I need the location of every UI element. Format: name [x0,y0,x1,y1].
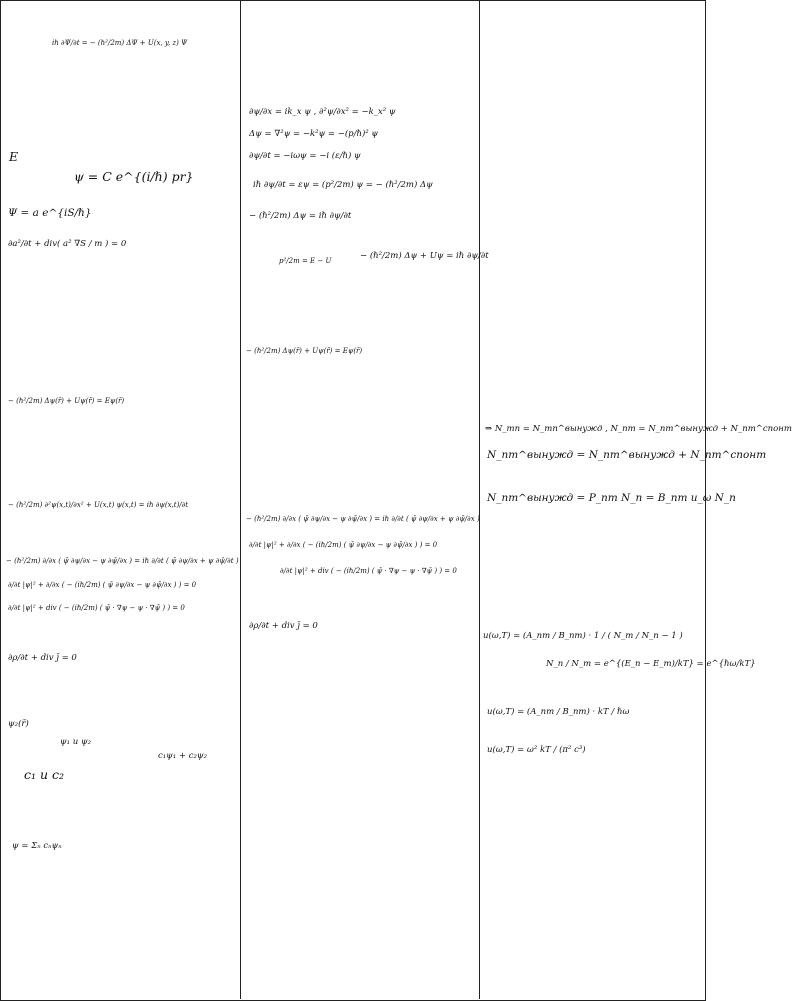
schrodinger-time-equation: iℏ ∂Ψ/∂t = − (ℏ²/2m) ΔΨ + U(x, y, z) Ψ [52,39,188,47]
transition-sum: N_nm^вынужд = N_nm^вынужд + N_nm^спонт [487,449,767,461]
c1-c2-label: c₁ и c₂ [24,767,65,782]
k-derivatives: ∂ψ/∂x = ik_x ψ , ∂²ψ/∂x² = −k_x² ψ [249,107,396,117]
derivation-line-2: ∂/∂t |ψ|² + ∂/∂x ( − (iℏ/2m) ( ψ̄ ∂ψ/∂x − ψ ∂ψ̄/∂x ) ) = 0 [8,581,197,589]
induced-transition-rate: N_nm^вынужд = P_nm N_n = B_nm u_ω N_n [487,492,736,504]
psi1-psi2-label: ψ₁ и ψ₂ [60,737,92,747]
full-schrodinger-equation: − (ℏ²/2m) Δψ + Uψ = iℏ ∂ψ/∂t [360,251,489,261]
superposition-formula: c₁ψ₁ + c₂ψ₂ [158,751,208,761]
column-divider-2 [479,0,480,999]
derivation-line-2: ∂/∂t |ψ|² + ∂/∂x ( − (iℏ/2m) ( ψ̄ ∂ψ/∂x − ψ ∂ψ̄/∂x ) ) = 0 [249,541,438,549]
derivation-line-1: − (ℏ²/2m) ∂/∂x ( ψ̄ ∂ψ/∂x − ψ ∂ψ̄/∂x ) = iℏ ∂/∂t ( ψ̄ ∂ψ/∂x + ψ ∂ψ̄/∂t ) [6,557,239,565]
eikonal-wave-formula: Ψ = a e^{iS/ℏ} [8,207,92,219]
column-divider-1 [240,0,241,999]
probability-continuity-equation: ∂ρ/∂t + div j̄ = 0 [8,653,77,663]
derivation-line-3: ∂/∂t |ψ|² + div ( − (iℏ/2m) ( ψ̄ · ∇ψ − ψ · ∇ψ̄ ) ) = 0 [8,604,185,612]
free-particle-equation: − (ℏ²/2m) Δψ = iℏ ∂ψ/∂t [249,211,352,221]
psi2-label: ψ₂(r̄) [8,719,29,729]
momentum-energy-relation: p²/2m = E − U [279,257,332,265]
energy-operator-relation: iℏ ∂ψ/∂t = εψ = (p²/2m) ψ = − (ℏ²/2m) Δψ [253,180,433,190]
boltzmann-ratio: N_n / N_m = e^{(E_n − E_m)/kT} = e^{ℏω/kT} [546,659,756,669]
expansion-formula: ψ = Σₙ cₙψₙ [12,841,62,851]
derivation-line-3: ∂/∂t |ψ|² + div ( − (iℏ/2m) ( ψ̄ · ∇ψ − ψ · ∇ψ̄ ) ) = 0 [280,567,457,575]
stationary-equation-3d: − (ℏ²/2m) Δψ(r̄) + Uψ(r̄) = Eψ(r̄) [8,397,125,405]
plane-wave-formula: ψ = C e^{(i/ℏ) pr} [74,169,194,184]
transition-count-relation: ⇒ N_mn = N_mn^вынужд , N_nm = N_nm^вынужд + N_nm^спонт [485,424,792,434]
continuity-equation: ∂ρ/∂t + div j̄ = 0 [249,621,318,631]
laplacian-relation: Δψ = ∇²ψ = −k²ψ = −(p/ℏ)² ψ [249,129,379,139]
time-equation-1d: − (ℏ²/2m) ∂²ψ(x,t)/∂x² + U(x,t) ψ(x,t) = iℏ ∂ψ(x,t)/∂t [8,501,189,509]
stationary-equation: − (ℏ²/2m) Δψ(r̄) + Uψ(r̄) = Eψ(r̄) [246,347,363,355]
energy-symbol: E [9,149,19,164]
rayleigh-jeans-step: u(ω,T) = (A_nm / B_nm) · kT / ℏω [487,707,630,717]
classical-continuity-equation: ∂a²/∂t + div( a² ∇S / m ) = 0 [8,239,127,249]
derivation-line-1: − (ℏ²/2m) ∂/∂x ( ψ̄ ∂ψ/∂x − ψ ∂ψ̄/∂x ) = iℏ ∂/∂t ( ψ̄ ∂ψ/∂x + ψ ∂ψ̄/∂x ) [246,515,480,523]
rayleigh-jeans-formula: u(ω,T) = ω² kT / (π² c³) [487,745,586,755]
time-derivative-relation: ∂ψ/∂t = −iωψ = −i (ε/ℏ) ψ [249,151,361,161]
planck-energy-density: u(ω,T) = (A_nm / B_nm) · 1 / ( N_m / N_n − 1 ) [483,631,683,641]
